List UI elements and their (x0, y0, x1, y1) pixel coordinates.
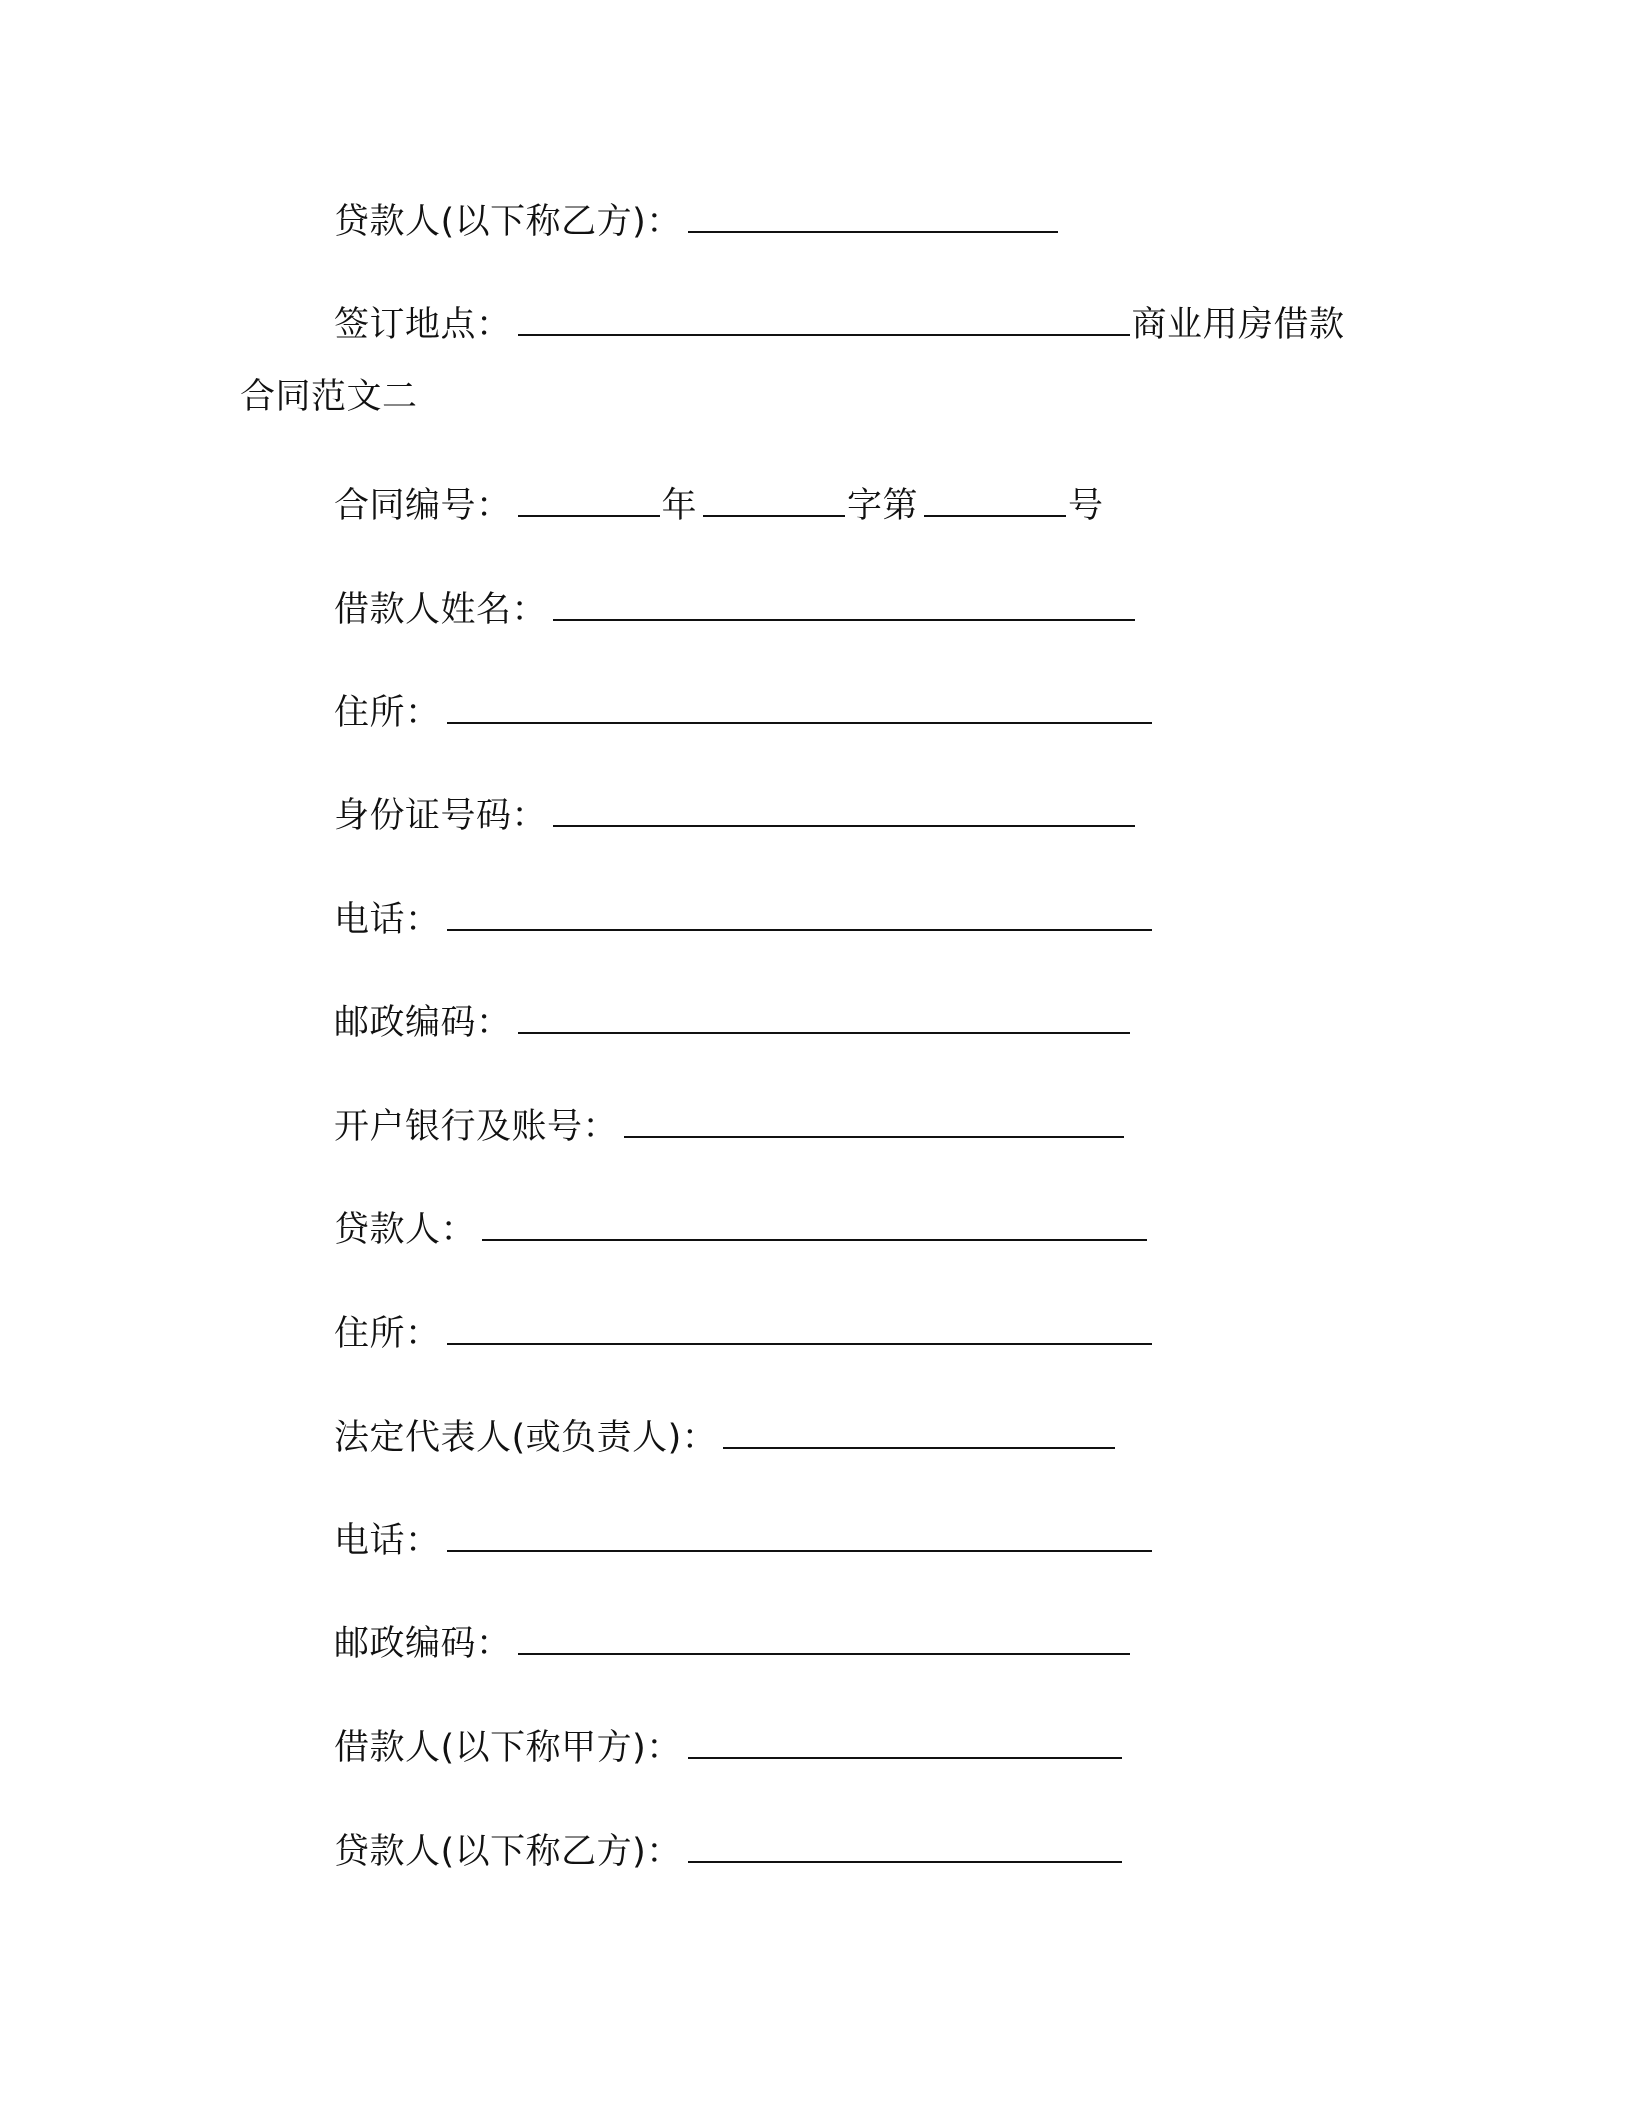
borrower-address-blank[interactable] (447, 686, 1152, 724)
field-label: 住所： (334, 693, 441, 733)
signing-place-line (334, 298, 1345, 347)
lender-blank[interactable] (482, 1203, 1147, 1241)
field-label: 住所： (334, 1314, 441, 1354)
borrower-name-blank[interactable] (553, 583, 1135, 621)
bank-account-blank[interactable] (624, 1100, 1124, 1138)
lender-party-b-blank-2[interactable] (688, 1825, 1122, 1863)
id-number-blank[interactable] (553, 789, 1135, 827)
borrower-postcode-blank[interactable] (518, 996, 1130, 1034)
lender-address-line (334, 1307, 1154, 1356)
lender-address-blank[interactable] (447, 1307, 1152, 1345)
field-label: 贷款人： (334, 1210, 477, 1250)
borrower-phone-line (334, 893, 1154, 942)
field-label: 贷款人(以下称乙方)： (334, 1832, 682, 1872)
field-label: 借款人姓名： (334, 590, 548, 630)
lender-party-b-line (334, 195, 1060, 244)
borrower-postcode-line (334, 996, 1132, 1045)
borrower-party-a-blank[interactable] (688, 1721, 1122, 1759)
field-label: 电话： (334, 1521, 441, 1561)
lender-phone-blank[interactable] (447, 1514, 1152, 1552)
field-label: 身份证号码： (334, 796, 548, 836)
lender-party-b-line-2 (334, 1825, 1124, 1874)
field-label: 邮政编码： (334, 1003, 512, 1043)
field-label: 电话： (334, 900, 441, 940)
contract-number-blank-2[interactable] (703, 479, 845, 517)
bank-account-line (334, 1100, 1126, 1149)
field-label: 合同编号： (334, 486, 512, 526)
field-label: 法定代表人(或负责人)： (334, 1418, 718, 1458)
lender-postcode-blank[interactable] (518, 1617, 1130, 1655)
zi-di-text: 字第 (847, 486, 919, 526)
hao-text: 号 (1068, 486, 1104, 526)
year-text: 年 (661, 486, 698, 526)
legal-representative-blank[interactable] (723, 1411, 1115, 1449)
field-label: 签订地点： (334, 305, 512, 345)
lender-line (334, 1203, 1149, 1252)
field-label: 借款人(以下称甲方)： (334, 1728, 682, 1768)
signing-place-blank[interactable] (518, 298, 1130, 336)
contract-number-blank-1[interactable] (518, 479, 660, 517)
heading-text: 合同范文二 (240, 377, 418, 417)
lender-postcode-line (334, 1617, 1132, 1666)
borrower-name-line (334, 583, 1137, 632)
contract-number-line (334, 479, 1104, 528)
borrower-phone-blank[interactable] (447, 893, 1152, 931)
contract-sample-heading (240, 375, 418, 419)
field-label: 邮政编码： (334, 1624, 512, 1664)
borrower-party-a-line (334, 1721, 1124, 1770)
contract-number-blank-3[interactable] (924, 479, 1066, 517)
field-label: 贷款人(以下称乙方)： (334, 202, 682, 242)
id-number-line (334, 789, 1137, 838)
borrower-address-line (334, 686, 1154, 735)
lender-party-b-blank[interactable] (688, 195, 1058, 233)
heading-start-text: 商业用房借款 (1131, 305, 1345, 345)
lender-phone-line (334, 1514, 1154, 1563)
legal-representative-line (334, 1411, 1117, 1460)
field-label: 开户银行及账号： (334, 1107, 619, 1147)
